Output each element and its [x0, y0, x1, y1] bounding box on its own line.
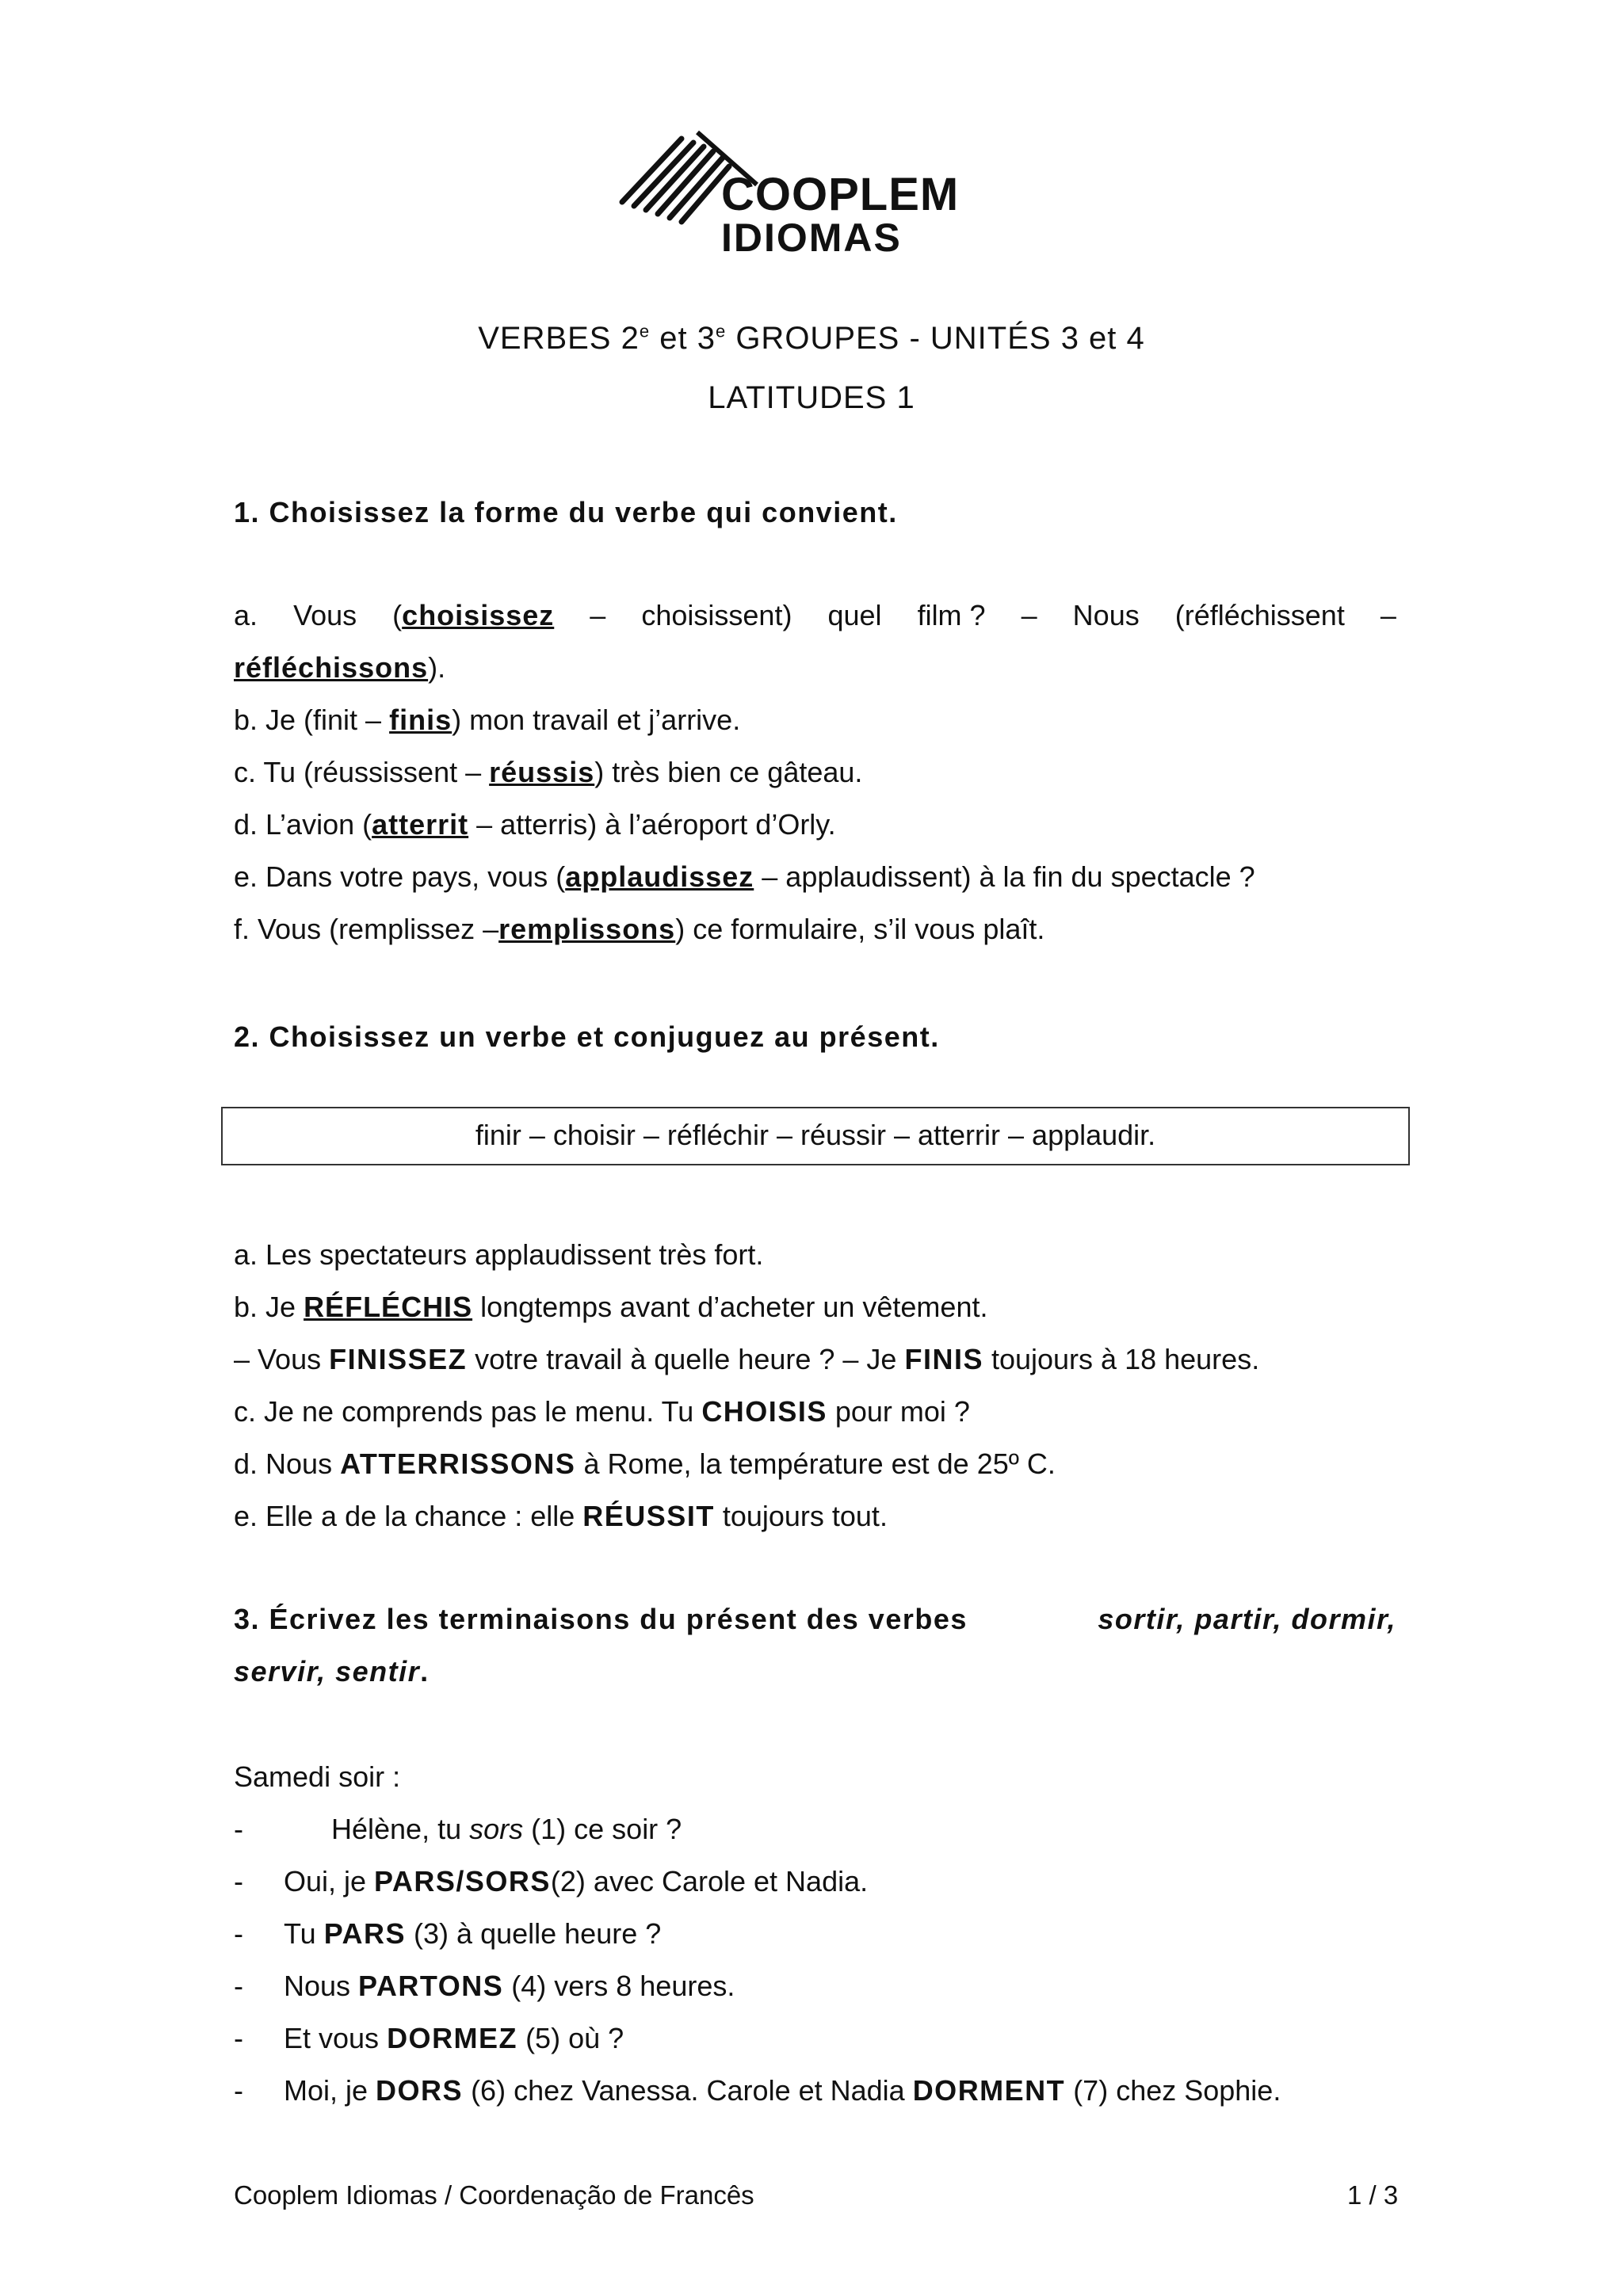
footer-text: Cooplem Idiomas / Coordenação de Francês: [234, 2180, 754, 2210]
exercise-1-heading: 1. Choisissez la forme du verbe qui convient.: [234, 496, 898, 528]
exercise-1-item-d: d. L’avion (atterrit – atterris) à l’aéroport d’Orly.: [234, 808, 836, 841]
exercise-1-item-b: b. Je (finit – finis) mon travail et j’arrive.: [234, 704, 741, 736]
exercise-2-heading: 2. Choisissez un verbe et conjuguez au présent.: [234, 1020, 940, 1053]
dialogue-line-5: Et vous DORMEZ (5) où ?: [284, 2022, 624, 2054]
exercise-2-item-b-cont: – Vous FINISSEZ votre travail à quelle heure ? – Je FINIS toujours à 18 heures.: [234, 1343, 1260, 1375]
exercise-1-item-a-cont: réfléchissons).: [234, 651, 446, 684]
exercise-2-item-d: d. Nous ATTERRISSONS à Rome, la température est de 25º C.: [234, 1447, 1056, 1480]
exercise-1-item-c: c. Tu (réussissent – réussis) très bien ce gâteau.: [234, 756, 863, 788]
verb-list-box: finir – choisir – réfléchir – réussir – atterrir – applaudir.: [221, 1107, 1410, 1165]
exercise-2-item-c: c. Je ne comprends pas le menu. Tu CHOISIS pour moi ?: [234, 1395, 970, 1428]
dialogue-line-1: Hélène, tu sors (1) ce soir ?: [331, 1813, 682, 1845]
dialogue-dash: -: [234, 1917, 243, 1950]
dialogue-line-3: Tu PARS (3) à quelle heure ?: [284, 1917, 662, 1950]
page-number: 1 / 3: [1347, 2180, 1399, 2210]
dialogue-dash: -: [234, 1970, 243, 2002]
cooplem-logo: [618, 115, 960, 261]
exercise-1-item-e: e. Dans votre pays, vous (applaudissez – applaudissent) à la fin du spectacle ?: [234, 860, 1255, 893]
dialogue-dash: -: [234, 2074, 243, 2107]
exercise-2-item-b: b. Je RÉFLÉCHIS longtemps avant d’acheter un vêtement.: [234, 1291, 988, 1323]
logo-text-cooplem: COOPLEM: [721, 169, 960, 220]
exercise-2-item-a: a. Les spectateurs applaudissent très fort.: [234, 1238, 764, 1271]
dialogue-intro: Samedi soir :: [234, 1760, 401, 1793]
exercise-3-heading-cont: servir, sentir.: [234, 1655, 430, 1688]
dialogue-dash: -: [234, 1865, 243, 1897]
dialogue-line-6: Moi, je DORS (6) chez Vanessa. Carole et Nadia DORMENT (7) chez Sophie.: [284, 2074, 1281, 2107]
dialogue-line-2: Oui, je PARS/SORS(2) avec Carole et Nadia.: [284, 1865, 869, 1897]
dialogue-dash: -: [234, 1813, 243, 1845]
exercise-3-heading: 3. Écrivez les terminaisons du présent des verbes sortir, partir, dormir,: [234, 1603, 1396, 1635]
dialogue-dash: -: [234, 2022, 243, 2054]
exercise-1-item-a: a. Vous (choisissez – choisissent) quel film ? – Nous (réfléchissent –: [234, 599, 1396, 631]
page-subtitle: LATITUDES 1: [708, 380, 915, 415]
exercise-2-item-e: e. Elle a de la chance : elle RÉUSSIT toujours tout.: [234, 1500, 888, 1532]
logo-text-idiomas: IDIOMAS: [721, 215, 902, 260]
page-title: VERBES 2e et 3e GROUPES - UNITÉS 3 et 4: [478, 321, 1145, 356]
dialogue-line-4: Nous PARTONS (4) vers 8 heures.: [284, 1970, 735, 2002]
exercise-1-item-f: f. Vous (remplissez –remplissons) ce formulaire, s’il vous plaît.: [234, 913, 1045, 945]
